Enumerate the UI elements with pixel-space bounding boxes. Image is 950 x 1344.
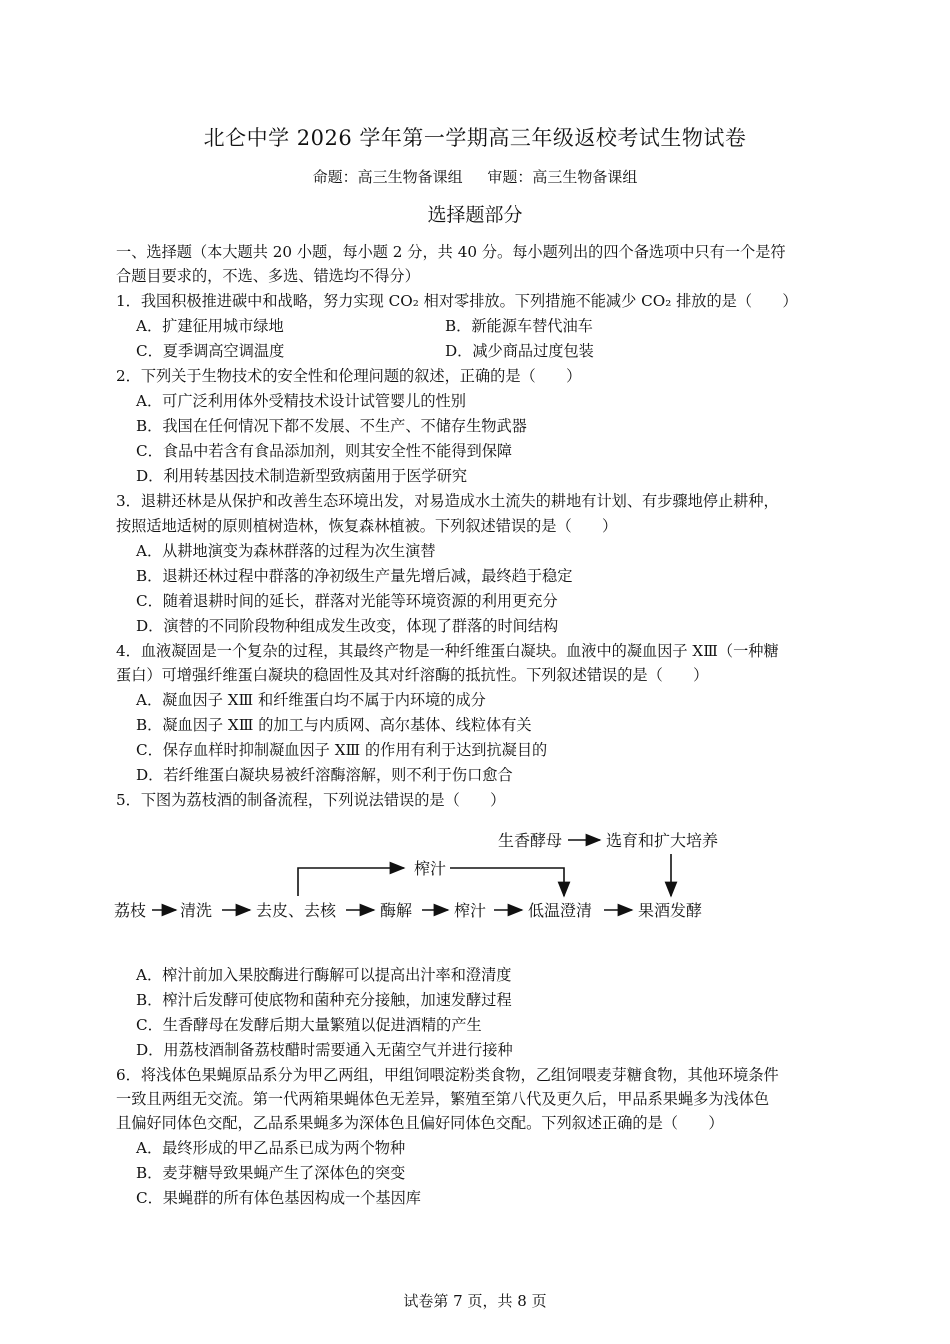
- q6-option-b: B．麦芽糖导致果蝇产生了深体色的突变: [136, 1164, 406, 1182]
- question-3-stem: 3．退耕还林是从保护和改善生态环境出发，对易造成水土流失的耕地有计划、有步骤地停止耕种，: [116, 492, 779, 510]
- exam-credits: [0, 166, 950, 187]
- press-label: 榨汁: [454, 901, 487, 920]
- q1-option-b: B．新能源车替代油车: [445, 317, 593, 335]
- question-6-stem: 且偏好同体色交配，乙品系果蝇多为深体色且偏好同体色交配。下列叙述正确的是（ ）: [116, 1114, 724, 1132]
- question-3-stem: 按照适地适树的原则植树造林，恢复森林植被。下列叙述错误的是（ ）: [116, 517, 618, 535]
- instructions-line: 一、选择题（本大题共 20 小题，每小题 2 分，共 40 分。每小题列出的四个备选项中只有一个是符: [116, 243, 786, 261]
- proposer-text: 命题：高三生物备课组: [312, 168, 463, 186]
- question-6-stem: 一致且两组无交流。第一代两箱果蝇体色无差异，繁殖至第八代及更久后，甲品系果蝇多为浅体色: [116, 1090, 770, 1108]
- q6-option-c: C．果蝇群的所有体色基因构成一个基因库: [136, 1189, 421, 1207]
- question-5-stem: 5．下图为荔枝酒的制备流程，下列说法错误的是（ ）: [116, 791, 506, 809]
- lychee-wine-flowchart: [108, 820, 758, 940]
- wash-label: 清洗: [180, 901, 213, 920]
- question-4-stem: 4．血液凝固是一个复杂的过程，其最终产物是一种纤维蛋白凝块。血液中的凝血因子 XⅢ（一种糖: [116, 642, 779, 660]
- question-2-stem: 2．下列关于生物技术的安全性和伦理问题的叙述，正确的是（ ）: [116, 367, 582, 385]
- lychee-label: 荔枝: [114, 901, 147, 920]
- section-heading: 选择题部分: [427, 204, 523, 226]
- q4-option-b: B．凝血因子 XⅢ 的加工与内质网、高尔基体、线粒体有关: [136, 716, 532, 734]
- ferment-label: 果酒发酵: [638, 901, 703, 920]
- yeast-label: 生香酵母: [498, 831, 563, 850]
- arrow-press-top-to-clarify: [450, 868, 564, 896]
- q4-option-d: D．若纤维蛋白凝块易被纤溶酶溶解，则不利于伤口愈合: [136, 766, 513, 784]
- q3-option-a: A．从耕地演变为森林群落的过程为次生演替: [136, 542, 436, 560]
- question-1-stem: 1．我国积极推进碳中和战略，努力实现 CO₂ 相对零排放。下列措施不能减少 CO₂ 排放的是（ ）: [116, 292, 798, 310]
- clarify-label: 低温澄清: [528, 901, 593, 920]
- arrow-peel-to-press-top: [298, 868, 404, 896]
- q5-option-a: A．榨汁前加入果胶酶进行酶解可以提高出汁率和澄清度: [136, 966, 512, 984]
- breeding-label: 选育和扩大培养: [606, 831, 719, 850]
- page-number: 试卷第 7 页，共 8 页: [403, 1292, 547, 1310]
- q2-option-c: C．食品中若含有食品添加剂，则其安全性不能得到保障: [136, 442, 513, 460]
- question-4-stem: 蛋白）可增强纤维蛋白凝块的稳固性及其对纤溶酶的抵抗性。下列叙述错误的是（ ）: [116, 666, 709, 684]
- q2-option-b: B．我国在任何情况下都不发展、不生产、不储存生物武器: [136, 417, 527, 435]
- q3-option-b: B．退耕还林过程中群落的净初级生产量先增后减，最终趋于稳定: [136, 567, 573, 585]
- q1-option-a: A．扩建征用城市绿地: [136, 317, 284, 335]
- question-6-stem: 6．将浅体色果蝇原品系分为甲乙两组，甲组饲喂淀粉类食物，乙组饲喂麦芽糖食物，其他环境条件: [116, 1066, 779, 1084]
- q3-option-d: D．演替的不同阶段物种组成发生改变，体现了群落的时间结构: [136, 617, 559, 635]
- q4-option-a: A．凝血因子 XⅢ 和纤维蛋白均不属于内环境的成分: [136, 691, 486, 709]
- q3-option-c: C．随着退耕时间的延长，群落对光能等环境资源的利用更充分: [136, 592, 558, 610]
- instructions-line: 合题目要求的，不选、多选、错选均不得分）: [116, 267, 420, 285]
- q5-option-b: B．榨汁后发酵可使底物和菌种充分接触，加速发酵过程: [136, 991, 512, 1009]
- q2-option-d: D．利用转基因技术制造新型致病菌用于医学研究: [136, 467, 468, 485]
- q1-option-d: D．减少商品过度包装: [445, 342, 594, 360]
- q6-option-a: A．最终形成的甲乙品系已成为两个物种: [136, 1139, 406, 1157]
- press-top-label: 榨汁: [414, 859, 447, 878]
- q5-option-d: D．用荔枝酒制备荔枝醋时需要通入无菌空气并进行接种: [136, 1041, 513, 1059]
- reviewer-text: 审题：高三生物备课组: [487, 168, 638, 186]
- enzyme-label: 酶解: [380, 901, 413, 920]
- q2-option-a: A．可广泛利用体外受精技术设计试管婴儿的性别: [136, 392, 466, 410]
- q1-option-c: C．夏季调高空调温度: [136, 342, 285, 360]
- q4-option-c: C．保存血样时抑制凝血因子 XⅢ 的作用有利于达到抗凝目的: [136, 741, 548, 759]
- peel-label: 去皮、去核: [256, 901, 337, 920]
- q5-option-c: C．生香酵母在发酵后期大量繁殖以促进酒精的产生: [136, 1016, 482, 1034]
- page-title: 北仑中学 2026 学年第一学期高三年级返校考试生物试卷: [203, 126, 747, 150]
